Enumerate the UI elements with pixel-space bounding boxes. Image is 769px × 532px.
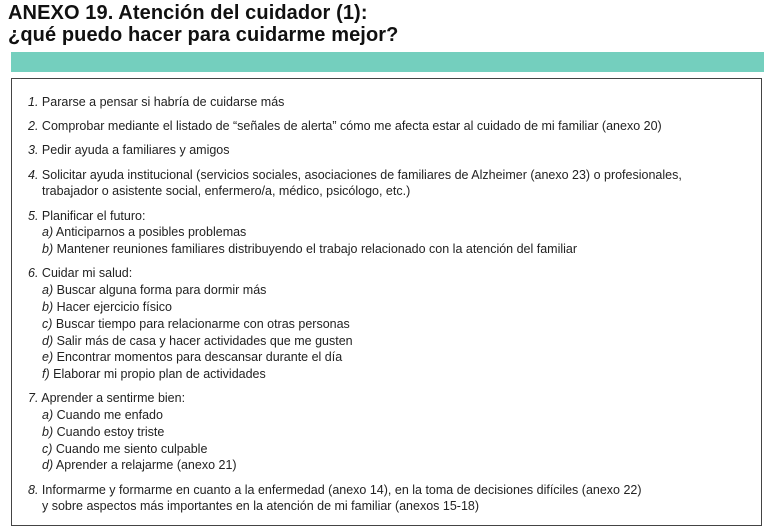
item-text: Aprender a sentirme bien: — [41, 391, 186, 406]
item-number: 1. — [28, 95, 39, 109]
page-title — [8, 2, 758, 46]
sub-item-text: Cuando me enfado — [56, 408, 163, 423]
sub-item — [28, 441, 753, 458]
list-item-2 — [28, 118, 753, 135]
sub-item-mark: a) — [42, 408, 54, 423]
sub-item — [28, 349, 753, 366]
list-item-4 — [28, 167, 753, 201]
list-item-5 — [28, 208, 753, 258]
list-item-6 — [28, 265, 753, 383]
sub-item-mark: b) — [42, 424, 54, 439]
item-number: 6. — [28, 266, 39, 281]
item-text: Cuidar mi salud: — [41, 266, 133, 281]
item-text: Solicitar ayuda institucional (servicios sociales, asociaciones de familiares de Alzheimer (anexo 23) o profesionales, — [41, 167, 682, 182]
sub-item-mark: b) — [42, 242, 54, 257]
sub-item — [28, 241, 753, 258]
title-line-1: ANEXO 19. Atención del cuidador (1): — [8, 2, 368, 24]
sub-item-text: Buscar tiempo para relacionarme con otras personas — [55, 316, 350, 331]
sub-item-mark: d) — [42, 458, 54, 473]
recommendation-list — [28, 94, 753, 523]
sub-item — [28, 407, 753, 424]
sub-item-mark: f) — [42, 367, 50, 382]
item-text: Planificar el futuro: — [41, 208, 146, 223]
sub-item — [28, 299, 753, 316]
sub-item-mark: d) — [42, 333, 54, 348]
sub-item — [28, 366, 753, 383]
sub-item-text: Encontrar momentos para descansar durante el día — [56, 350, 343, 365]
sub-item-text: Elaborar mi propio plan de actividades — [53, 367, 266, 382]
sub-item — [28, 457, 753, 474]
sub-item — [28, 224, 753, 241]
item-number: 3. — [28, 143, 39, 158]
sub-item — [28, 424, 753, 441]
item-number: 8. — [28, 482, 39, 497]
sub-item-text: Cuando me siento culpable — [55, 441, 208, 456]
item-number: 7. — [28, 391, 39, 406]
sub-item-text: Hacer ejercicio físico — [56, 299, 172, 314]
sub-item-mark: e) — [42, 350, 54, 365]
sub-item — [28, 333, 753, 350]
sub-item-mark: c) — [42, 441, 53, 456]
item-text: Pedir ayuda a familiares y amigos — [41, 143, 230, 158]
sub-item — [28, 316, 753, 333]
sub-item-text: Salir más de casa y hacer actividades que me gusten — [56, 333, 353, 348]
sub-item-text: Mantener reuniones familiares distribuyendo el trabajo relacionado con la atención del familiar — [56, 242, 578, 257]
sub-item-mark: a) — [42, 283, 54, 298]
sub-item — [28, 282, 753, 299]
sub-item-text: Anticiparnos a posibles problemas — [55, 225, 247, 240]
sub-item-mark: c) — [42, 316, 53, 331]
item-text: Pararse a pensar si habría de cuidarse más — [41, 95, 285, 109]
item-number: 4. — [28, 167, 39, 182]
sub-item-text: Cuando estoy triste — [56, 424, 165, 439]
sub-item-text: Buscar alguna forma para dormir más — [56, 283, 267, 298]
list-item-8 — [28, 482, 753, 516]
sub-item-mark: a) — [42, 225, 54, 240]
sub-item-text: Aprender a relajarme (anexo 21) — [55, 458, 237, 473]
item-text-continued: trabajador o asistente social, enfermero/a, médico, psicólogo, etc.) — [42, 184, 411, 199]
list-item-3 — [28, 142, 753, 159]
item-text-continued: y sobre aspectos más importantes en la atención de mi familiar (anexos 15-18) — [42, 499, 480, 514]
list-item-1 — [28, 94, 753, 111]
item-number: 5. — [28, 208, 39, 223]
title-line-2: ¿qué puedo hacer para cuidarme mejor? — [8, 24, 399, 46]
item-text: Comprobar mediante el listado de “señales de alerta” cómo me afecta estar al cuidado de mi familiar (anexo 20) — [41, 119, 662, 134]
item-number: 2. — [28, 119, 39, 134]
list-item-7 — [28, 390, 753, 474]
item-text: Informarme y formarme en cuanto a la enfermedad (anexo 14), en la toma de decisiones difíciles (anexo 22) — [41, 482, 642, 497]
decorative-band — [11, 52, 764, 72]
sub-item-mark: b) — [42, 299, 54, 314]
